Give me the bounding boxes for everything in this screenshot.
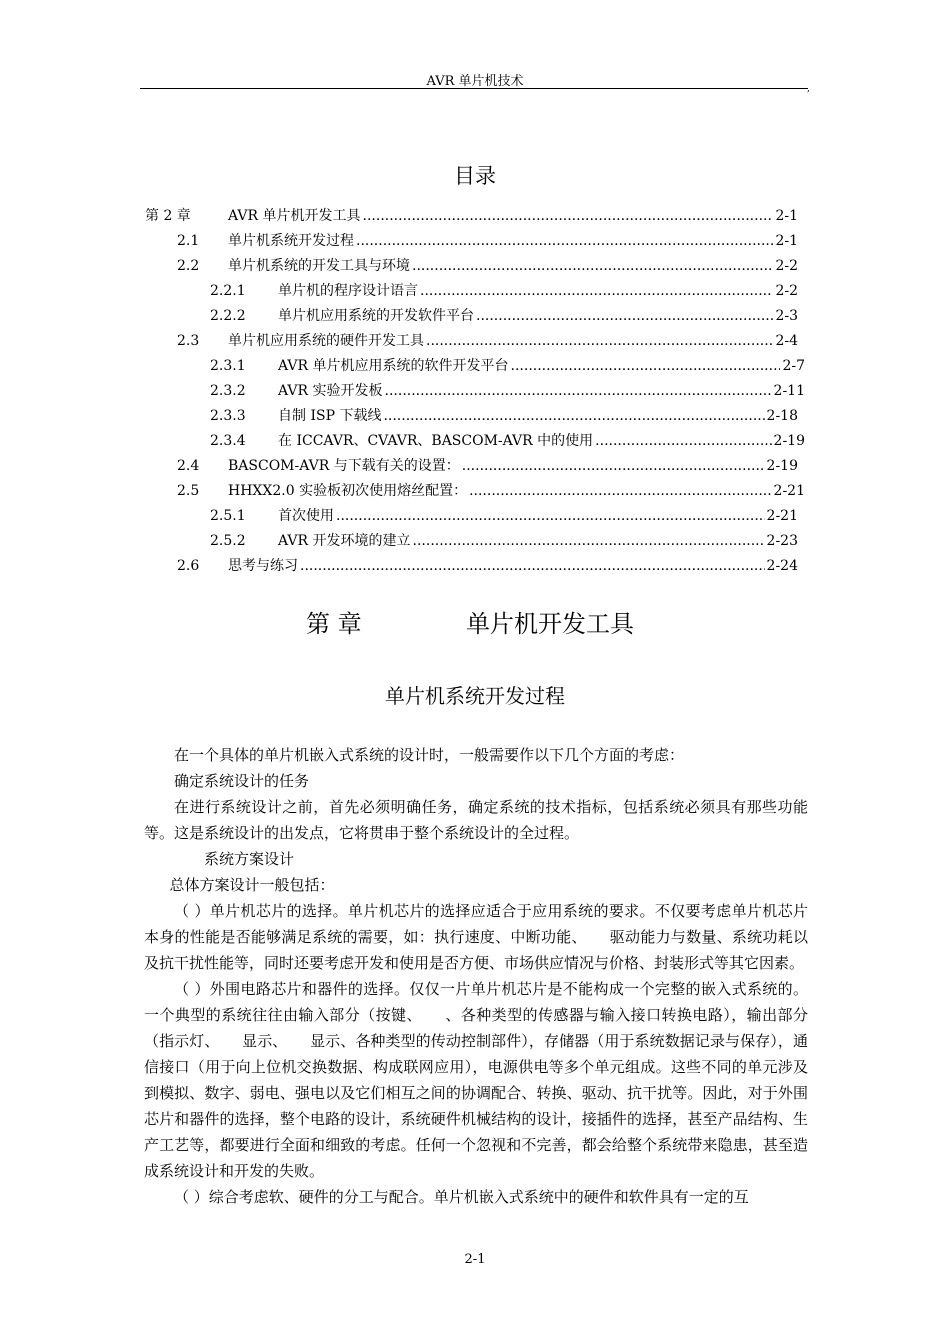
toc-entry-page: 2-4 [775, 333, 798, 349]
toc-entry-number: 2.5.1 [210, 508, 246, 524]
toc-entry-label: 自制 ISP 下载线 [278, 408, 382, 424]
header-mark: , [807, 84, 810, 94]
toc-entry-label: AVR 开发环境的建立 [278, 533, 411, 549]
toc-entry[interactable] [210, 405, 798, 425]
toc-entry-number: 2.1 [177, 233, 200, 249]
toc-entry-page: 2-11 [773, 383, 805, 399]
toc-entry-page: 2-2 [775, 258, 798, 274]
toc-entry[interactable] [177, 230, 798, 250]
chapter-number: 第 章 [306, 610, 362, 638]
toc-leader [420, 283, 773, 299]
toc-entry-page: 2-1 [775, 208, 798, 224]
paragraph-heading: 确定系统设计的任务 [174, 772, 310, 790]
paragraph: （ ）综合考虑软、硬件的分工与配合。单片机嵌入式系统中的硬件和软件具有一定的互 [174, 1188, 749, 1206]
body-text [144, 742, 808, 1210]
toc-entry-label: 单片机应用系统的硬件开发工具 [228, 333, 424, 349]
toc-entry[interactable] [177, 330, 798, 350]
toc-entry[interactable] [145, 205, 798, 225]
toc-entry[interactable] [177, 480, 805, 500]
paragraph: （ ）单片机芯片的选择。单片机芯片的选择应适合于应用系统的要求。不仅要考虑单片机芯片本身的性能是否能够满足系统的需要，如：执行速度、中断功能、 驱动能力与数量、系统功耗以及抗干扰性能等，同时还要考虑开发和使用是否方便、市场供应情况与价格、封装形式等其它因素。 [144, 902, 808, 972]
toc-leader [511, 358, 781, 374]
toc-leader [462, 458, 765, 474]
toc-entry-label: AVR 单片机开发工具 [228, 208, 361, 224]
toc-entry[interactable] [177, 455, 798, 475]
toc-entry-page: 2-19 [773, 433, 805, 449]
toc-entry-page: 2-1 [775, 233, 798, 249]
toc-leader [336, 508, 765, 524]
toc-leader [356, 233, 773, 249]
toc-entry-number: 2.3.1 [210, 358, 246, 374]
paragraph-heading: 系统方案设计 [204, 850, 295, 868]
toc-entry-page: 2-19 [766, 458, 798, 474]
toc-entry-label: BASCOM-AVR 与下载有关的设置： [228, 458, 460, 474]
toc-entry[interactable] [210, 280, 798, 300]
toc-leader [412, 258, 773, 274]
chapter-name: 单片机开发工具 [466, 610, 634, 638]
toc-entry-number: 2.5 [177, 483, 200, 499]
toc-entry[interactable] [177, 555, 798, 575]
toc-leader [595, 433, 771, 449]
toc-entry-page: 2-7 [782, 358, 805, 374]
toc-leader [383, 408, 764, 424]
header-rule [140, 88, 808, 89]
toc-entry-label: 单片机系统开发过程 [228, 233, 354, 249]
toc-leader [413, 533, 765, 549]
toc-entry-number: 第 2 章 [145, 208, 191, 224]
toc-entry[interactable] [210, 380, 805, 400]
toc-entry-page: 2-3 [775, 308, 798, 324]
toc-entry-number: 2.5.2 [210, 533, 246, 549]
toc-entry-page: 2-2 [775, 283, 798, 299]
page-number: 2-1 [464, 1252, 486, 1267]
page-header-title: AVR 单片机技术 [426, 74, 524, 89]
toc-entry-number: 2.3.2 [210, 383, 246, 399]
toc-entry-number: 2.3.3 [210, 408, 246, 424]
toc-entry-number: 2.2.2 [210, 308, 246, 324]
toc-entry[interactable] [210, 355, 805, 375]
toc-entry-label: AVR 实验开发板 [278, 383, 383, 399]
toc-entry-label: 首次使用 [278, 508, 334, 524]
toc-entry-label: 思考与练习 [228, 558, 298, 574]
toc-entry[interactable] [210, 305, 798, 325]
toc-entry-label: 单片机系统的开发工具与环境 [228, 258, 410, 274]
toc-title: 目录 [454, 164, 496, 188]
toc-entry-page: 2-18 [766, 408, 798, 424]
paragraph: 总体方案设计一般包括： [169, 876, 335, 894]
paragraph: 在进行系统设计之前，首先必须明确任务，确定系统的技术指标，包括系统必须具有那些功能等。这是系统设计的出发点，它将贯串于整个系统设计的全过程。 [144, 798, 808, 842]
toc-entry-label: HHXX2.0 实验板初次使用熔丝配置： [228, 483, 468, 499]
toc-entry-label: 单片机应用系统的开发软件平台 [278, 308, 474, 324]
toc-entry-number: 2.3.4 [210, 433, 246, 449]
toc-entry[interactable] [177, 255, 798, 275]
toc-entry-label: 单片机的程序设计语言 [278, 283, 418, 299]
toc-entry-number: 2.3 [177, 333, 200, 349]
paragraph: 在一个具体的单片机嵌入式系统的设计时，一般需要作以下几个方面的考虑： [174, 746, 685, 764]
toc-entry-number: 2.2 [177, 258, 200, 274]
toc-leader [469, 483, 771, 499]
toc-entry[interactable] [210, 505, 798, 525]
toc-entry[interactable] [210, 530, 798, 550]
toc-leader [385, 383, 772, 399]
toc-leader [300, 558, 765, 574]
toc-entry-page: 2-24 [766, 558, 798, 574]
toc-entry-number: 2.2.1 [210, 283, 246, 299]
section-title: 单片机系统开发过程 [385, 684, 565, 708]
toc-entry-page: 2-21 [766, 508, 798, 524]
toc-leader [476, 308, 773, 324]
toc-entry-number: 2.4 [177, 458, 200, 474]
toc-entry[interactable] [210, 430, 805, 450]
toc-entry-label: 在 ICCAVR、CVAVR、BASCOM-AVR 中的使用 [278, 433, 594, 449]
toc-leader [363, 208, 774, 224]
paragraph: （ ）外围电路芯片和器件的选择。仅仅一片单片机芯片是不能构成一个完整的嵌入式系统的。一个典型的系统往往由输入部分（按键、 、各种类型的传感器与输入接口转换电路），输出部分（指示灯、 显示、 显示、各种类型的传动控制部件），存储器（用于系统数据记录与保存），通信接口（用于向上位机交换数据、构成联网应用），电源供电等多个单元组成。这些不同的单元涉及到模拟、数字、弱电、强电以及它们相互之间的协调配合、转换、驱动、抗干扰等。因此，对于外围芯片和器件的选择，整个电路的设计，系统硬件机械结构的设计，接插件的选择，甚至产品结构、生产工艺等，都要进行全面和细致的考虑。任何一个忽视和不完善，都会给整个系统带来隐患，甚至造成系统设计和开发的失败。 [144, 980, 808, 1180]
toc-entry-label: AVR 单片机应用系统的软件开发平台 [278, 358, 509, 374]
toc-entry-page: 2-21 [773, 483, 805, 499]
toc-entry-number: 2.6 [177, 558, 200, 574]
toc-entry-page: 2-23 [766, 533, 798, 549]
toc-leader [426, 333, 773, 349]
